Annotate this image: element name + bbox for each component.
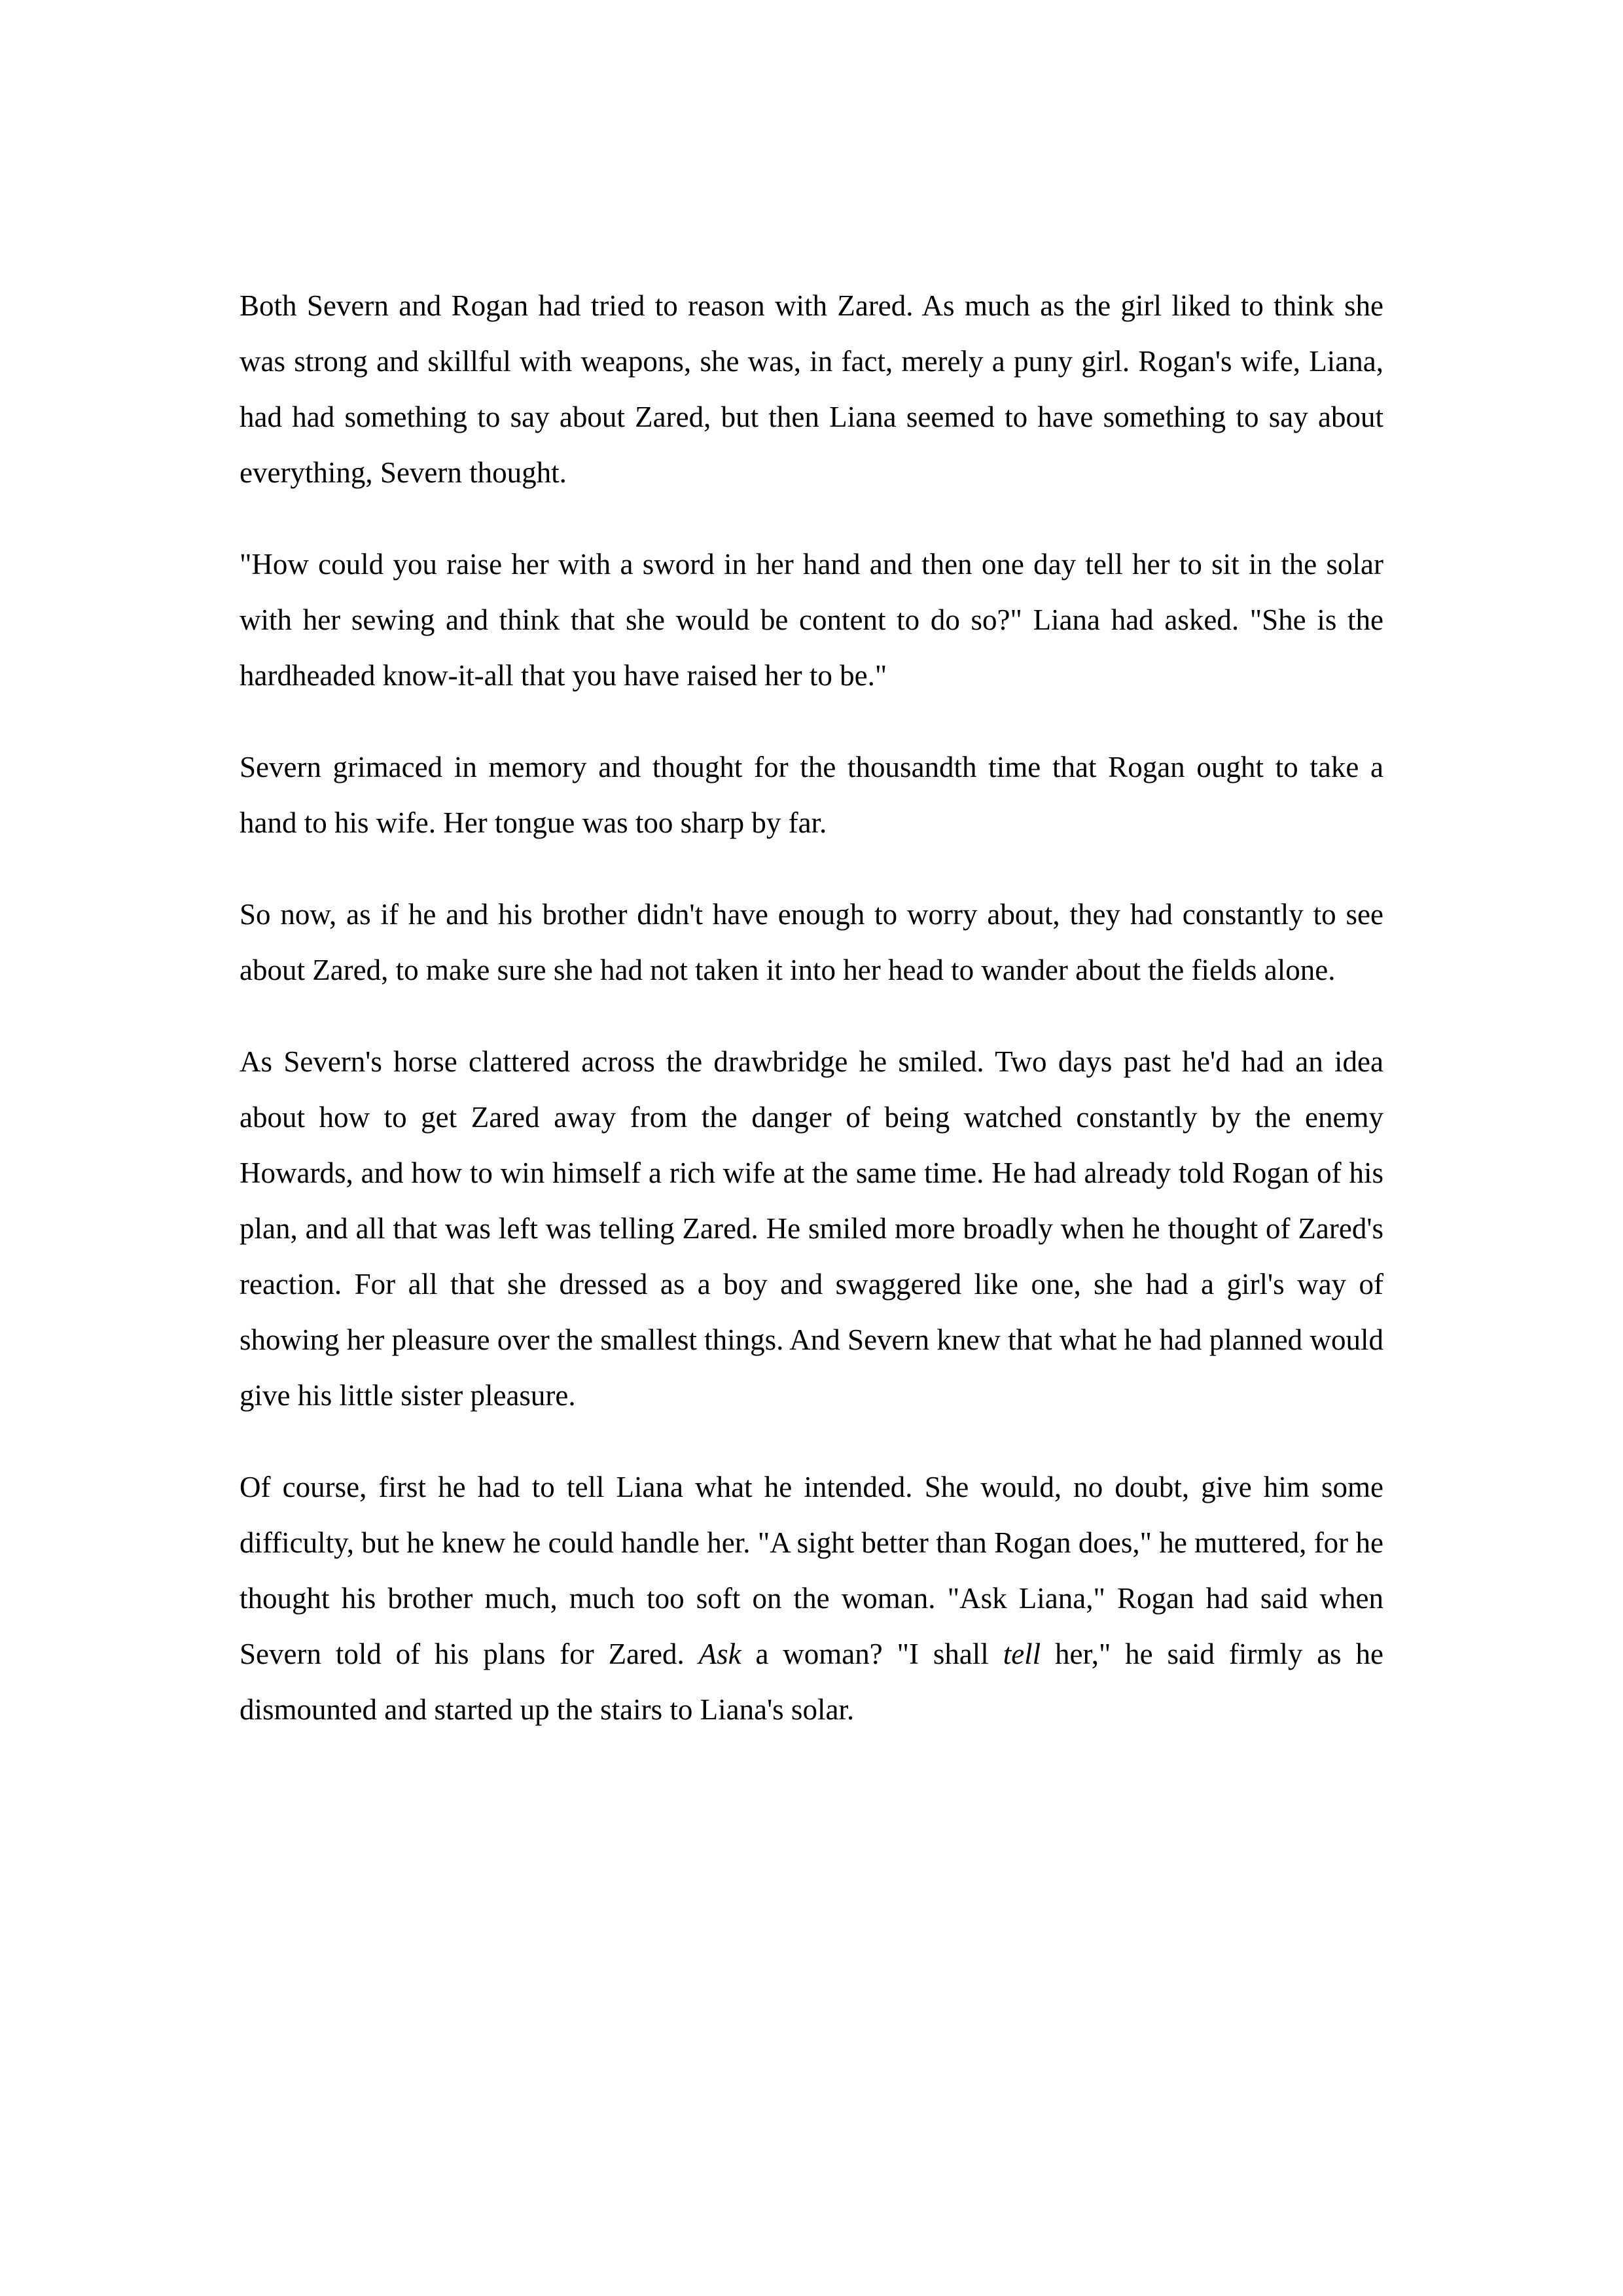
text-run: As Severn's horse clattered across the drawbridge he smiled. Two days past he'd had an idea about how to get Zared away from the danger of being watched constantly by the enemy Howards, and how to win himself a rich wife at the same time. He had already told Rogan of his plan, and all that was left was telling Zared. He smiled more broadly when he thought of Zared's reaction. For all that she dressed as a boy and swaggered like one, she had a girl's way of showing her pleasure over the smallest things. And Severn knew that what he had planned would give his little sister pleasure. (240, 1045, 1383, 1412)
italic-text-run: Ask (698, 1638, 741, 1670)
text-run: "How could you raise her with a sword in her hand and then one day tell her to sit in the solar with her sewing and think that she would be content to do so?" Liana had asked. "She is the hardheaded know-it-all that you have raised her to be." (240, 548, 1383, 692)
text-run: her," he said firmly as he dismounted and started up the stairs to Liana's solar. (240, 1638, 1384, 1726)
text-run: a woman? "I shall (741, 1638, 1003, 1670)
italic-text-run: tell (1003, 1638, 1041, 1670)
text-block (240, 278, 1383, 1738)
text-run: Of course, first he had to tell Liana what he intended. She would, no doubt, give him some difficulty, but he knew he could handle her. "A sight better than Rogan does," he muttered, for he thought his brother much, much too soft on the woman. "Ask Liana," Rogan had said when Severn told of his plans for Zared. (240, 1471, 1383, 1670)
text-run: So now, as if he and his brother didn't have enough to worry about, they had constantly to see about Zared, to make sure she had not taken it into her head to wander about the fields alone. (240, 898, 1383, 986)
paragraph-2 (240, 537, 1383, 704)
paragraph-5 (240, 1034, 1383, 1424)
paragraph-6 (240, 1460, 1383, 1738)
text-run: Severn grimaced in memory and thought for the thousandth time that Rogan ought to take a hand to his wife. Her tongue was too sharp by far. (240, 751, 1383, 839)
paragraph-1 (240, 278, 1383, 501)
text-run: Both Severn and Rogan had tried to reason with Zared. As much as the girl liked to think she was strong and skillful with weapons, she was, in fact, merely a puny girl. Rogan's wife, Liana, had had something to say about Zared, but then Liana seemed to have something to say about everything, Severn thought. (240, 289, 1383, 489)
paragraph-3 (240, 740, 1383, 851)
paragraph-4 (240, 887, 1383, 998)
